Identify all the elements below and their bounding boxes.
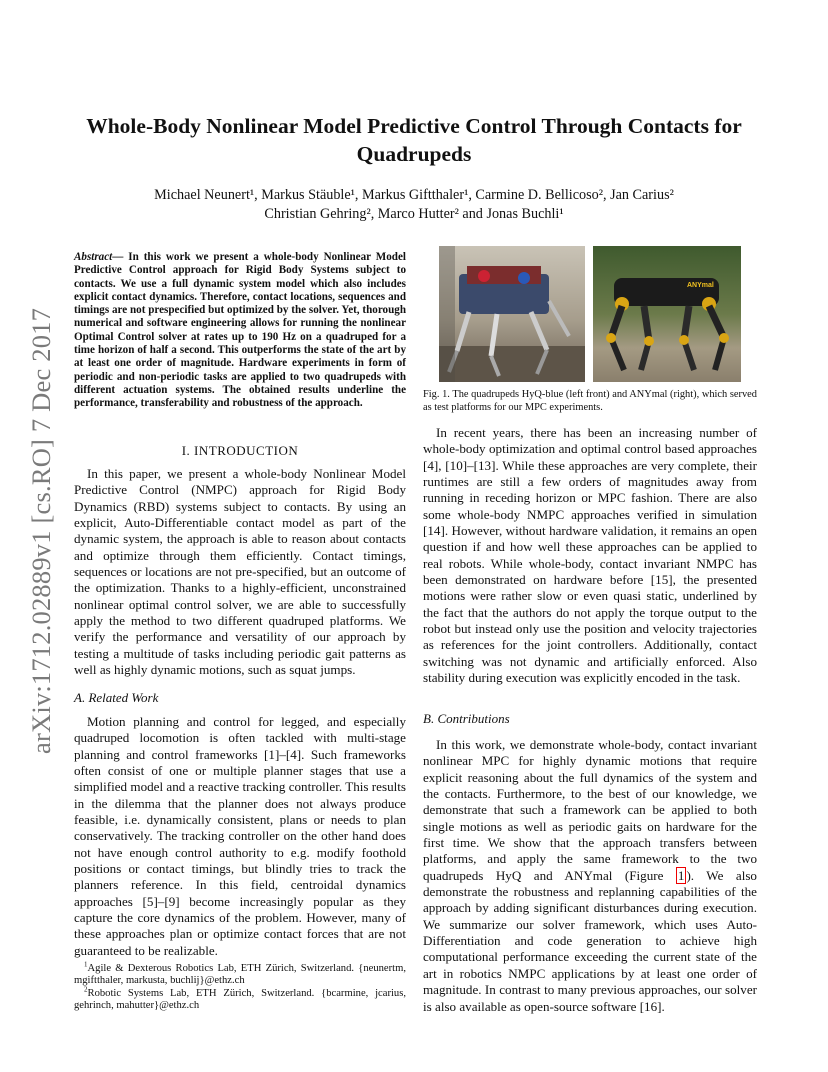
recent-years-paragraph: In recent years, there has been an increasing number of whole-body optimization and optimal control based approaches [4], [10]–[13]. While these approaches are very complete, their runtimes are still a few orders of magnitudes away from running in receding horizon or MPC fashion. There are also some whole-body NMPC approaches verified in simulation [14]. However, without hardware validation, it remains an open question if and how well these approaches can be applied to real robots. While whole-body, contact invariant NMPC has been demonstrated on hardware before [15], the presented motions were rather slow or even quasi static, underlined by the fact that the authors do not apply the torque output to the robot but instead only use the position and velocity trajectories as references for the joint controllers. Additionally, contact switching was not dynamic and artificially enforced. Also stability during execution was explicitly encoded in the task.	[423, 425, 757, 686]
author-list	[60, 186, 768, 224]
authors-line-1: Michael Neunert¹, Markus Stäuble¹, Markus Giftthaler¹, Carmine D. Bellicoso², Jan Carius²	[154, 187, 674, 203]
footnote-2: $^2$Robotic Systems Lab, ETH Zürich, Switzerland. {bcarmine, jcarius, gehrinch, mahutter}@ethz.ch	[74, 985, 406, 1011]
subsection-heading-related-work: A. Related Work	[74, 690, 159, 705]
footnotes	[74, 960, 406, 1012]
anymal-photo	[593, 246, 741, 382]
subsection-heading-contributions: B. Contributions	[423, 711, 510, 726]
arxiv-stamp: arXiv:1712.02889v1 [cs.RO] 7 Dec 2017	[26, 307, 56, 754]
authors-line-2: Christian Gehring², Marco Hutter² and Jonas Buchli¹	[264, 206, 564, 222]
figure-1-caption: Fig. 1. The quadrupeds HyQ-blue (left front) and ANYmal (right), which served as test platforms for our MPC experiments.	[423, 389, 757, 413]
figure-1-link[interactable]: 1	[677, 867, 685, 883]
abstract-text: — In this work we present a whole-body Nonlinear Model Predictive Control approach for Rigid Body Systems subject to contacts. We use a full dynamic system model which also includes explicit contact dynamics. Therefore, contact locations, sequences and timings are not prespecified but optimized by the solver. Yet, thorough numerical and software engineering allows for running the nonlinear Optimal Control solver at rates up to 190 Hz on a quadruped for a time horizon of half a second. This outperforms the state of the art by at least one order of magnitude. Hardware experiments in form of periodic and non-periodic tasks are applied to two quadrupeds with different actuation systems. The obtained results underline the performance, transferability and robustness of the approach.	[74, 251, 406, 410]
section-heading-introduction: I. INTRODUCTION	[181, 443, 299, 458]
anymal-logo: ANYmal	[687, 282, 714, 289]
abstract	[74, 251, 406, 411]
related-work-paragraph: Motion planning and control for legged, and especially quadruped locomotion is often tackled with multi-stage planning and control frameworks [1]–[4]. Such frameworks often consist of one or multiple planner stages that use a simplified model and a reactive tracking controller. This results in the dilemma that the planner does not always produce feasible, i.e. dynamically consistent, plans or needs to plan conservatively. The tracking controller on the other hand does not have enough control authority to e.g. modify foothold positions or contact timings, but blindly tries to track the planners reference. In this field, centroidal dynamics approaches [5]–[9] become increasingly popular as they capture the core dynamics of the problem. However, many of these approaches plan or optimize contact forces that are not guaranteed to be realizable.	[74, 714, 406, 958]
intro-paragraph: In this paper, we present a whole-body Nonlinear Model Predictive Control (NMPC) approach for Rigid Body Dynamics (RBD) systems subject to contacts. By using an explicit, Auto-Differentiable contact model as part of the dynamic system, the approach is able to reason about contacts and optimize through them efficiently. Contact timings, sequences or locations are not pre-specified, but an outcome of the optimization. Thanks to a highly-efficient, unconstrained nonlinear optimal control solver, we are able to successfully apply the method to two different quadruped platforms. We verify the performance and versatility of our approach by testing a multitude of tasks including periodic gait patterns as well as highly dynamic motions, such as squat jumps.	[74, 466, 406, 678]
figure-1-photos	[439, 246, 741, 382]
contributions-paragraph: In this work, we demonstrate whole-body, contact invariant nonlinear MPC for highly dynamic motions that require explicit reasoning about the full dynamics of the system and the contacts. Furthermore, to the best of our knowledge, we demonstrate that such a framework can be applied to both single motions as well as periodic gaits on hardware for the first time. We show that the approach transfers between platforms, and apply the same framework to the two quadrupeds HyQ and ANYmal (Figure 1 ). We also demonstrate the robustness and replanning capabilities of the approach by adding significant disturbances during execution. We summarize our solver framework, which uses Auto-Differentiation and code generation to achieve high computational performance exceeding the current state of the art in robotics NMPC applications by at least one order of magnitude. In contrast to many previous approaches, our solver is also available as open-source software [16].	[423, 737, 757, 1014]
hyq-photo	[439, 246, 585, 382]
abstract-lead: Abstract	[74, 251, 113, 263]
footnote-1: $^1$Agile & Dexterous Robotics Lab, ETH Zürich, Switzerland. {neunertm, mgiftthaler, markusta, buchlij}@ethz.ch	[74, 960, 406, 987]
paper-title: Whole-Body Nonlinear Model Predictive Control Through Contacts for Quadrupeds	[86, 114, 742, 166]
